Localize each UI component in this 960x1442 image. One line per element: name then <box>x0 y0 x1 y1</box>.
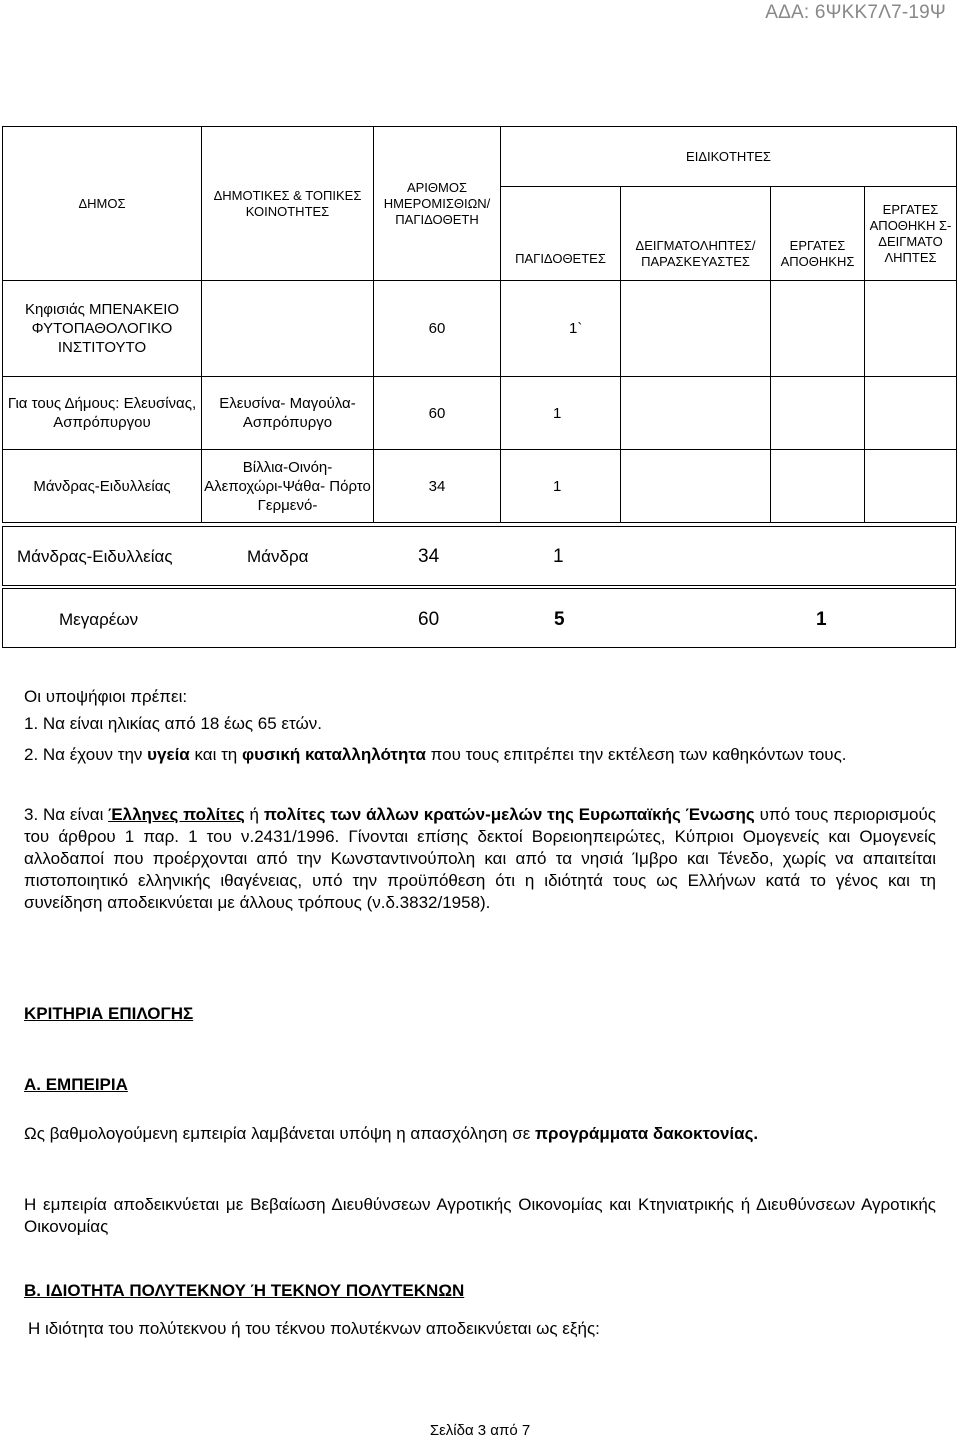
cell-ergates-apothikis <box>771 377 865 450</box>
requirement-citizenship: 3. Να είναι Έλληνες πολίτες ή πολίτες των άλλων κρατών-μελών της Ευρωπαϊκής Ένωσης υπό τους περιορισμούς του άρθρου 1 παρ. 1 του ν.2431/1996. Γίνονται επίσης δεκτοί Βορειοηπειρώτες, Κύπριοι Ομογενείς και Ομογενείς αλλοδαποί που προέρχονται από την Κωνσταντινούπολη και από τα νησιά Ίμβρο και Τένεδο, χωρίς να απαιτείται πιστοποιητικό ελληνικής ιθαγένειας, υπό την προϋπόθεση ότι η ιδιότητά τους ως Ελλήνων κατά το γένος και τη συνείδηση αποδεικνύεται με άλλους τρόπους (ν.δ.3832/1958). <box>24 805 936 912</box>
requirements-intro: Οι υποψήφιοι πρέπει: <box>24 687 188 706</box>
section-b-paragraph-1: Η ιδιότητα του πολύτεκνου ή του τέκνου πολυτέκνων αποδεικνύεται ως εξής: <box>28 1319 600 1338</box>
cell-imeromisthia: 60 <box>418 609 440 630</box>
table-row <box>3 281 957 377</box>
cell-ergates-apothikis <box>771 281 865 377</box>
cell-koinotites: Βίλλια-Οινόη- Αλεποχώρι-Ψάθα- Πόρτο Γερμενό- <box>202 450 374 523</box>
cell-ergates-apothiki <box>865 450 957 523</box>
cell-imeromisthia: 60 <box>374 281 501 377</box>
cell-deigmatolites <box>621 450 771 523</box>
header-deigmatolites: ΔΕΙΓΜΑΤΟΛΗΠΤΕΣ/ ΠΑΡΑΣΚΕΥΑΣΤΕΣ <box>621 187 771 281</box>
cell-dimos: Μάνδρας-Ειδυλλείας <box>17 547 173 566</box>
cell-pagidothetes: 1 <box>501 450 621 523</box>
cell-ergates-apothiki <box>865 377 957 450</box>
cell-ergates-apothiki <box>865 281 957 377</box>
header-imeromisthia: ΑΡΙΘΜΟΣ ΗΜΕΡΟΜΙΣΘΙΩΝ/ ΠΑΓΙΔΟΘΕΤΗ <box>374 127 501 281</box>
table-row <box>3 450 957 523</box>
table-row <box>2 588 956 648</box>
cell-imeromisthia: 34 <box>374 450 501 523</box>
cell-koinotites: Ελευσίνα- Μαγούλα- Ασπρόπυργο <box>202 377 374 450</box>
cell-dimos: Κηφισιάς ΜΠΕΝΑΚΕΙΟ ΦΥΤΟΠΑΘΟΛΟΓΙΚΟ ΙΝΣΤΙΤΟΥΤΟ <box>3 281 202 377</box>
cell-dimos: Για τους Δήμους: Ελευσίνας, Ασπρόπυργου <box>3 377 202 450</box>
cell-dimos: Μεγαρέων <box>59 610 139 629</box>
requirement-age: 1. Να είναι ηλικίας από 18 έως 65 ετών. <box>24 714 322 733</box>
cell-deigmatolites <box>621 377 771 450</box>
header-koinotites: ΔΗΜΟΤΙΚΕΣ & ΤΟΠΙΚΕΣ ΚΟΙΝΟΤΗΤΕΣ <box>202 127 374 281</box>
section-a-paragraph-2: Η εμπειρία αποδεικνύεται με Βεβαίωση Διευθύνσεων Αγροτικής Οικονομίας και Κτηνιατρικής ή Διευθύνσεων Αγροτικής Οικονομίας <box>24 1195 936 1236</box>
quota-table <box>2 126 957 523</box>
cell-koinotites <box>202 281 374 377</box>
criteria-title: ΚΡΙΤΗΡΙΑ ΕΠΙΛΟΓΗΣ <box>24 1004 194 1023</box>
cell-ergates-apothikis <box>771 450 865 523</box>
requirement-health: 2. Να έχουν την υγεία και τη φυσική καταλληλότητα που τους επιτρέπει την εκτέλεση των καθηκόντων τους. <box>24 745 847 764</box>
page-number: Σελίδα 3 από 7 <box>429 1422 531 1439</box>
section-a-paragraph-1: Ως βαθμολογούμενη εμπειρία λαμβάνεται υπόψη η απασχόληση σε προγράμματα δακοκτονίας. <box>24 1124 759 1143</box>
cell-koinotites: Μάνδρα <box>247 547 309 566</box>
cell-pagidothetes: 1 <box>501 377 621 450</box>
cell-pagidothetes: 1 <box>553 546 564 567</box>
cell-deigmatolites: 1 <box>816 609 827 630</box>
header-ergates-apothikis: ΕΡΓΑΤΕΣ ΑΠΟΘΗΚΗΣ <box>771 187 865 281</box>
cell-pagidothetes: 1` <box>501 281 621 377</box>
table-row <box>3 377 957 450</box>
ada-code: ΑΔΑ: 6ΨΚΚ7Λ7-19Ψ <box>765 2 946 23</box>
cell-imeromisthia: 34 <box>418 546 440 567</box>
header-dimos: ΔΗΜΟΣ <box>3 127 202 281</box>
section-a-title: Α. ΕΜΠΕΙΡΙΑ <box>24 1075 128 1094</box>
section-b-title: Β. ΙΔΙΟΤΗΤΑ ΠΟΛΥΤΕΚΝΟΥ Ή ΤΕΚΝΟΥ ΠΟΛΥΤΕΚΝΩΝ <box>24 1281 465 1300</box>
header-eidikotites: ΕΙΔΙΚΟΤΗΤΕΣ <box>501 127 957 187</box>
header-pagidothetes: ΠΑΓΙΔΟΘΕΤΕΣ <box>501 187 621 281</box>
table-row <box>2 526 956 586</box>
cell-dimos: Μάνδρας-Ειδυλλείας <box>3 450 202 523</box>
header-ergates-apothiki-deigmatolites: ΕΡΓΑΤΕΣ ΑΠΟΘΗΚΗ Σ- ΔΕΙΓΜΑΤΟ ΛΗΠΤΕΣ <box>865 187 957 281</box>
cell-imeromisthia: 60 <box>374 377 501 450</box>
cell-deigmatolites <box>621 281 771 377</box>
cell-pagidothetes: 5 <box>554 609 565 630</box>
